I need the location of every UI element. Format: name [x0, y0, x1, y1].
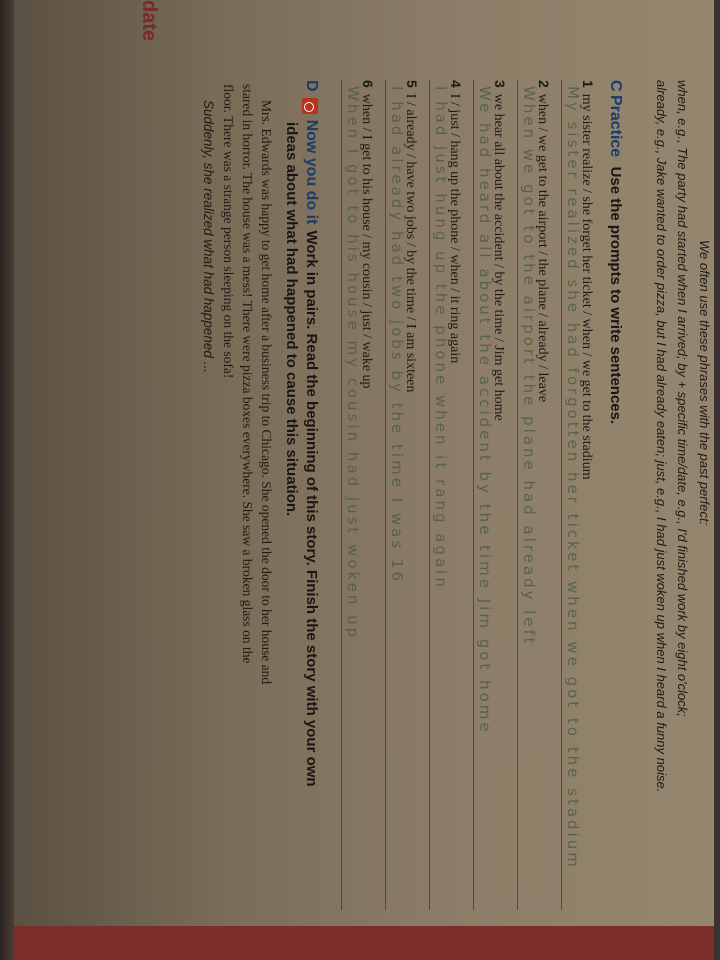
intro-line-3: already, e.g., Jake wanted to order pizza, but I had already eaten; just, e.g., I had just woken up when I heard a funny noise. [654, 80, 669, 793]
practice-heading [606, 80, 624, 960]
story-line-4: Suddenly, she realized what had happened ... [201, 100, 216, 373]
item-number: 4 [448, 80, 464, 88]
nowyoudoit-title: Now you do it [303, 119, 320, 225]
rotated-content [14, 0, 714, 960]
handwritten-answer-5: I had already had two jobs by the time I was 16 [388, 86, 406, 585]
answer-line-5[interactable] [385, 80, 386, 910]
book-spine [0, 0, 14, 960]
answer-line-6[interactable] [341, 80, 342, 910]
item-number: 1 [580, 80, 596, 88]
answer-line-2[interactable] [517, 80, 518, 910]
textbook-page [14, 0, 714, 960]
item-text: I / just / hang up the phone / when / it ring again [447, 93, 462, 364]
intro-line-2: when, e.g., The party had started when I arrived; by + specific time/date, e.g., I'd finished work by eight o'clock; [675, 80, 690, 717]
pair-work-icon [302, 98, 318, 114]
answer-line-4[interactable] [429, 80, 430, 910]
item-number: 5 [404, 80, 420, 88]
intro-line-1: We often use these phrases with the past perfect: [697, 240, 712, 526]
nowyoudoit-instruction-a: Work in pairs. Read the beginning of this story. Finish the story with your own [303, 230, 320, 787]
item-text: when / we get to the airport / the plane / already / leave [535, 93, 550, 403]
nowyoudoit-letter: D [303, 80, 320, 92]
answer-line-3[interactable] [473, 80, 474, 910]
handwritten-answer-4: I had just hung up the phone when it rang again [432, 86, 450, 590]
handwritten-answer-6: When I got to his house my cousin had just woken up [344, 86, 362, 641]
answer-line-1[interactable] [561, 80, 562, 910]
item-text: I / already / have two jobs / by the time / I am sixteen [403, 93, 418, 393]
item-number: 2 [536, 80, 552, 88]
item-number: 3 [492, 80, 508, 88]
handwritten-answer-2: When we got to the airport the plane had already left [520, 86, 538, 647]
page-bottom-border [14, 926, 714, 960]
nowyoudoit-heading [302, 80, 320, 960]
practice-letter: C [607, 80, 624, 92]
story-line-2: stared in horror. The house was a mess! There were pizza boxes everywhere. She saw a broken glass on the [240, 84, 255, 664]
handwritten-answer-1: My sister realized she had forgotten her ticket when we got to the stadium [564, 86, 582, 870]
handwritten-answer-3: We had heard all about the accident by the time Jim got home [476, 86, 494, 735]
story-line-3: floor. There was a strange person sleeping on the sofa! [221, 84, 236, 379]
story-line-1: Mrs. Edwards was happy to get home after a business trip to Chicago. She opened the door to her house and [259, 100, 274, 685]
item-text: when / I get to his house / my cousin / just / wake up [359, 93, 374, 389]
item-text: my sister realize / she forget her ticket / when / we get to the stadium [579, 93, 594, 480]
nowyoudoit-instruction-b: ideas about what had happened to cause this situation. [283, 122, 300, 517]
next-section-edge-text: date [138, 0, 160, 42]
practice-title: Practice [607, 94, 624, 158]
item-text: we hear all about the accident / by the time / Jim get home [491, 93, 506, 421]
practice-instruction: Use the prompts to write sentences. [607, 166, 624, 425]
item-number: 6 [360, 80, 376, 88]
